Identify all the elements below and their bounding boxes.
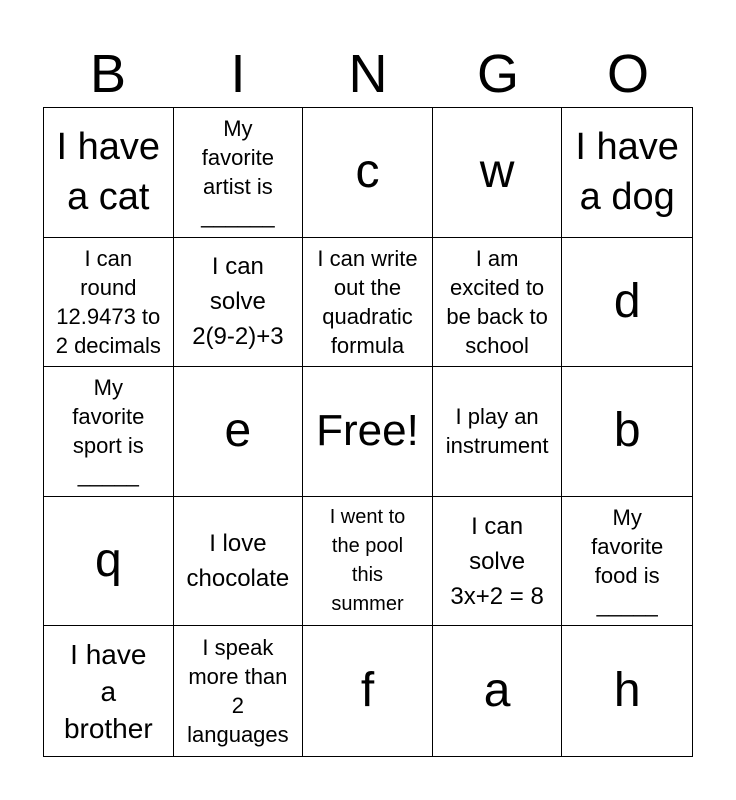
bingo-cell[interactable] (562, 367, 692, 497)
bingo-cell[interactable] (433, 626, 563, 756)
cell-text: I have a dog (575, 126, 679, 219)
cell-text: I went to the pool this summer (329, 506, 406, 616)
header-letter-i: I (230, 44, 246, 104)
bingo-cell[interactable] (433, 497, 563, 627)
bingo-cell[interactable] (562, 238, 692, 368)
free-space-cell[interactable] (303, 367, 433, 497)
bingo-cell[interactable] (562, 497, 692, 627)
cell-text: My favorite food is _____ (591, 505, 664, 618)
bingo-cell[interactable] (303, 238, 433, 368)
cell-text: I speak more than 2 languages (187, 635, 289, 748)
cell-text: h (613, 664, 641, 718)
bingo-cell[interactable] (303, 497, 433, 627)
bingo-cell[interactable] (174, 626, 304, 756)
bingo-cell[interactable] (44, 238, 174, 368)
cell-text: f (360, 664, 375, 718)
bingo-board (43, 107, 693, 757)
cell-text: I can solve 2(9-2)+3 (192, 253, 284, 351)
cell-text: b (613, 404, 641, 458)
bingo-cell[interactable] (174, 108, 304, 238)
bingo-cell[interactable] (303, 626, 433, 756)
bingo-cell[interactable] (44, 626, 174, 756)
bingo-cell[interactable] (174, 238, 304, 368)
cell-text: d (613, 274, 641, 328)
cell-text: My favorite sport is _____ (72, 375, 145, 488)
cell-text: I have a cat (56, 126, 161, 219)
cell-text: a (483, 664, 511, 718)
bingo-cell[interactable] (303, 108, 433, 238)
bingo-cell[interactable] (44, 108, 174, 238)
cell-text: I have a brother (63, 638, 153, 744)
bingo-cell[interactable] (44, 497, 174, 627)
cell-text: e (224, 404, 252, 458)
cell-text: I can round 12.9473 to 2 decimals (55, 245, 161, 358)
bingo-cell[interactable] (562, 108, 692, 238)
header-letter-b: B (89, 44, 127, 104)
bingo-cell[interactable] (433, 238, 563, 368)
header-letter-o: O (606, 44, 649, 104)
bingo-cell[interactable] (562, 626, 692, 756)
cell-text: I love chocolate (186, 530, 290, 593)
cell-text: I am excited to be back to school (446, 245, 548, 358)
header-letter-g: G (476, 44, 519, 104)
bingo-cell[interactable] (174, 367, 304, 497)
cell-text: I can solve 3x+2 = 8 (450, 512, 544, 610)
cell-text: I can write out the quadratic formula (317, 245, 418, 358)
bingo-cell[interactable] (44, 367, 174, 497)
bingo-cell[interactable] (433, 367, 563, 497)
cell-text: I play an instrument (445, 404, 549, 459)
bingo-cell[interactable] (433, 108, 563, 238)
cell-text: Free! (316, 406, 419, 456)
cell-text: w (479, 145, 515, 199)
cell-text: c (355, 145, 380, 199)
bingo-header (43, 40, 693, 108)
header-letter-n: N (348, 44, 388, 104)
cell-text: q (94, 534, 122, 588)
bingo-cell[interactable] (174, 497, 304, 627)
cell-text: My favorite artist is ______ (201, 116, 275, 229)
